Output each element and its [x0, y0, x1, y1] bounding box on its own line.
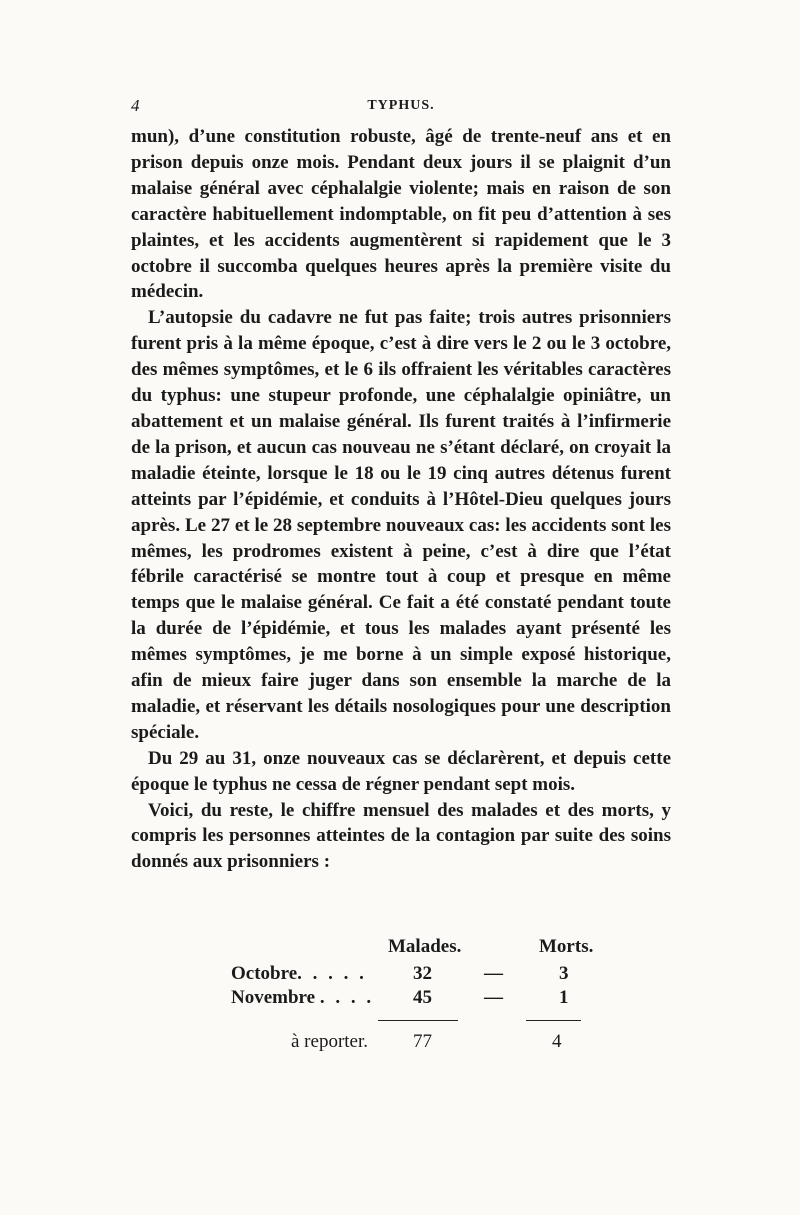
running-title: TYPHUS.: [367, 98, 435, 113]
paragraph-4: Voici, du reste, le chiffre mensuel des malades et des morts, y compris les personnes atteintes de la contagion par suite des soins donnés aux prisonniers :: [131, 799, 671, 873]
report-morts-total: 4: [552, 1031, 562, 1052]
row-label: [231, 987, 374, 1009]
table-row-novembre: [131, 987, 671, 1011]
column-header-morts: Morts.: [539, 936, 594, 957]
paragraph-1: mun), d’une constitution robuste, âgé de trente-neuf ans et en prison depuis onze mois. Pendant deux jours il se plaignit d’un malaise général avec céphalalgie violente; mais en raison de son caractère habituellement indomptable, on fit peu d’attention à ses plaintes, et les accidents augmentèrent si rapidement que le 3 octobre il succomba quelques heures après la première visite du médecin.: [131, 126, 671, 303]
month-name: Octobre: [231, 963, 298, 984]
sum-rule-morts: [526, 1020, 581, 1021]
paragraph-3: Du 29 au 31, onze nouveaux cas se déclarèrent, et depuis cette époque le typhus ne cessa de régner pendant sept mois.: [131, 747, 671, 795]
report-label: à reporter.: [291, 1031, 369, 1052]
dash-separator: —: [484, 987, 503, 1008]
monthly-statistics-table: [131, 936, 671, 1066]
row-label: [231, 963, 367, 985]
report-malades-total: 77: [413, 1031, 432, 1052]
morts-value: 1: [559, 987, 569, 1008]
month-name: Novembre: [231, 987, 316, 1008]
malades-value: 32: [413, 963, 432, 984]
page-header: [131, 96, 671, 116]
leader-dots: . . . .: [319, 987, 375, 1008]
table-row-octobre: [131, 963, 671, 987]
malades-value: 45: [413, 987, 432, 1008]
morts-value: 3: [559, 963, 569, 984]
report-row: [131, 1031, 671, 1057]
column-header-malades: Malades.: [388, 936, 462, 957]
body-text: [131, 124, 671, 875]
sum-rule-malades: [378, 1020, 458, 1021]
paragraph-2: L’autopsie du cadavre ne fut pas faite; trois autres prisonniers furent pris à la même époque, c’est à dire vers le 2 ou le 3 octobre, des mêmes symptômes, et le 6 ils offraient les véritables caractères du typhus: une stupeur profonde, une céphalalgie opiniâtre, un abattement et un malaise général. Ils furent traités à l’infirmerie de la prison, et aucun cas nouveau ne s’étant déclaré, on croyait la maladie éteinte, lorsque le 18 ou le 19 cinq autres détenus furent atteints par l’épidémie, et conduits à l’Hôtel-Dieu quelques jours après. Le 27 et le 28 septembre nouveaux cas: les accidents sont les mêmes, les prodromes existent à peine, c’est à dire que l’état fébrile caractérisé se montre tout à coup et presque en même temps que le malaise général. Ce fait a été constaté pendant toute la durée de l’épidémie, et tous les malades ayant présenté les mêmes symptômes, je me borne à un simple exposé historique, afin de mieux faire juger dans son ensemble la marche de la maladie, et réservant les détails nosologiques pour une description spéciale.: [131, 307, 671, 743]
dash-separator: —: [484, 963, 503, 984]
page-number: 4: [131, 96, 140, 115]
leader-dots: . . . . .: [297, 963, 367, 984]
